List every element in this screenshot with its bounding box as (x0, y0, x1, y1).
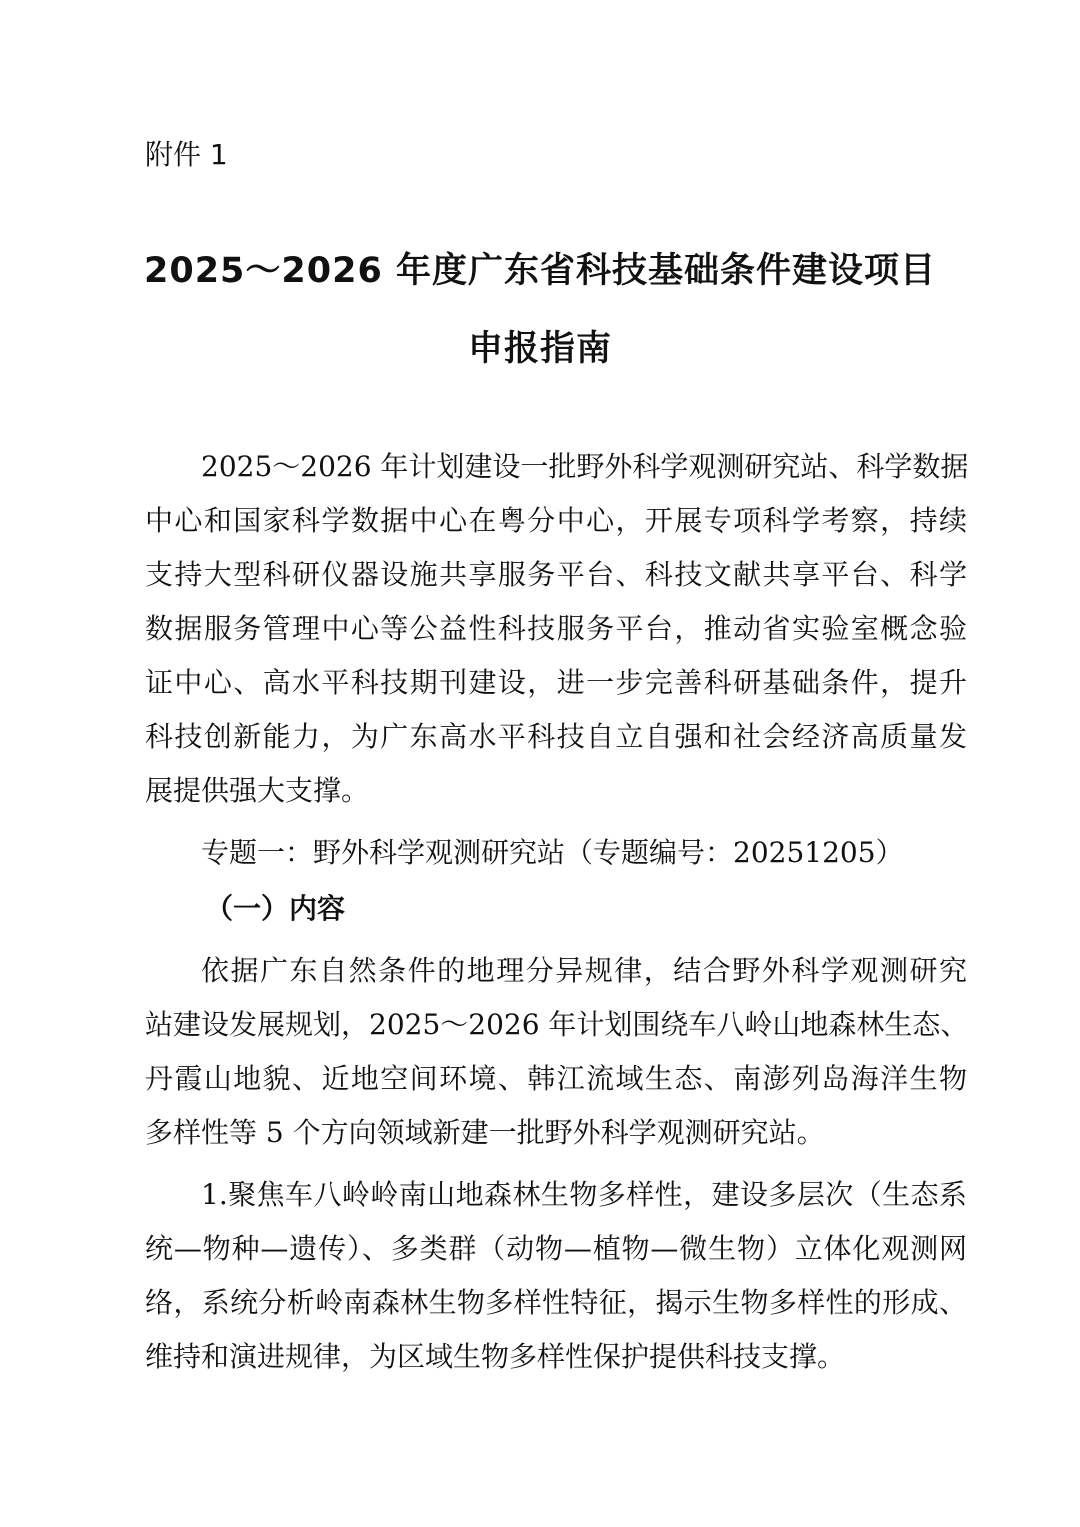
topic-1-para-line-3: 丹霞山地貌、近地空间环境、韩江流域生态、南澎列岛海洋生物 (145, 1062, 967, 1095)
intro-line-4: 数据服务管理中心等公益性科技服务平台，推动省实验室概念验 (145, 612, 967, 645)
topic-1-para-line-1: 依据广东自然条件的地理分异规律，结合野外科学观测研究 (201, 954, 967, 987)
intro-line-7: 展提供强大支撑。 (145, 774, 370, 807)
section-heading-content: （一）内容 (205, 892, 346, 925)
item-1-line-3: 络，系统分析岭南森林生物多样性特征，揭示生物多样性的形成、 (145, 1286, 967, 1319)
intro-line-2: 中心和国家科学数据中心在粤分中心，开展专项科学考察，持续 (145, 504, 967, 537)
intro-line-5: 证中心、高水平科技期刊建设，进一步完善科研基础条件，提升 (145, 666, 967, 699)
item-1-line-4: 维持和演进规律，为区域生物多样性保护提供科技支撑。 (145, 1340, 846, 1373)
intro-line-3: 支持大型科研仪器设施共享服务平台、科技文献共享平台、科学 (145, 558, 967, 591)
topic-1-label: 专题一：野外科学观测研究站（专题编号：20251205） (201, 836, 904, 869)
intro-line-1: 2025～2026 年计划建设一批野外科学观测研究站、科学数据 (201, 450, 969, 483)
document-title-line-1: 2025～2026 年度广东省科技基础条件建设项目 (143, 251, 936, 291)
item-1-line-2: 统—物种—遗传）、多类群（动物—植物—微生物）立体化观测网 (145, 1232, 967, 1265)
document-title-line-2: 申报指南 (467, 329, 612, 369)
topic-1-para-line-2: 站建设发展规划，2025～2026 年计划围绕车八岭山地森林生态、 (145, 1008, 969, 1041)
item-1-line-1: 1.聚焦车八岭岭南山地森林生物多样性，建设多层次（生态系 (201, 1178, 967, 1211)
topic-1-para-line-4: 多样性等 5 个方向领域新建一批野外科学观测研究站。 (145, 1116, 825, 1149)
attachment-label: 附件 1 (145, 138, 228, 171)
intro-line-6: 科技创新能力，为广东高水平科技自立自强和社会经济高质量发 (145, 720, 967, 753)
